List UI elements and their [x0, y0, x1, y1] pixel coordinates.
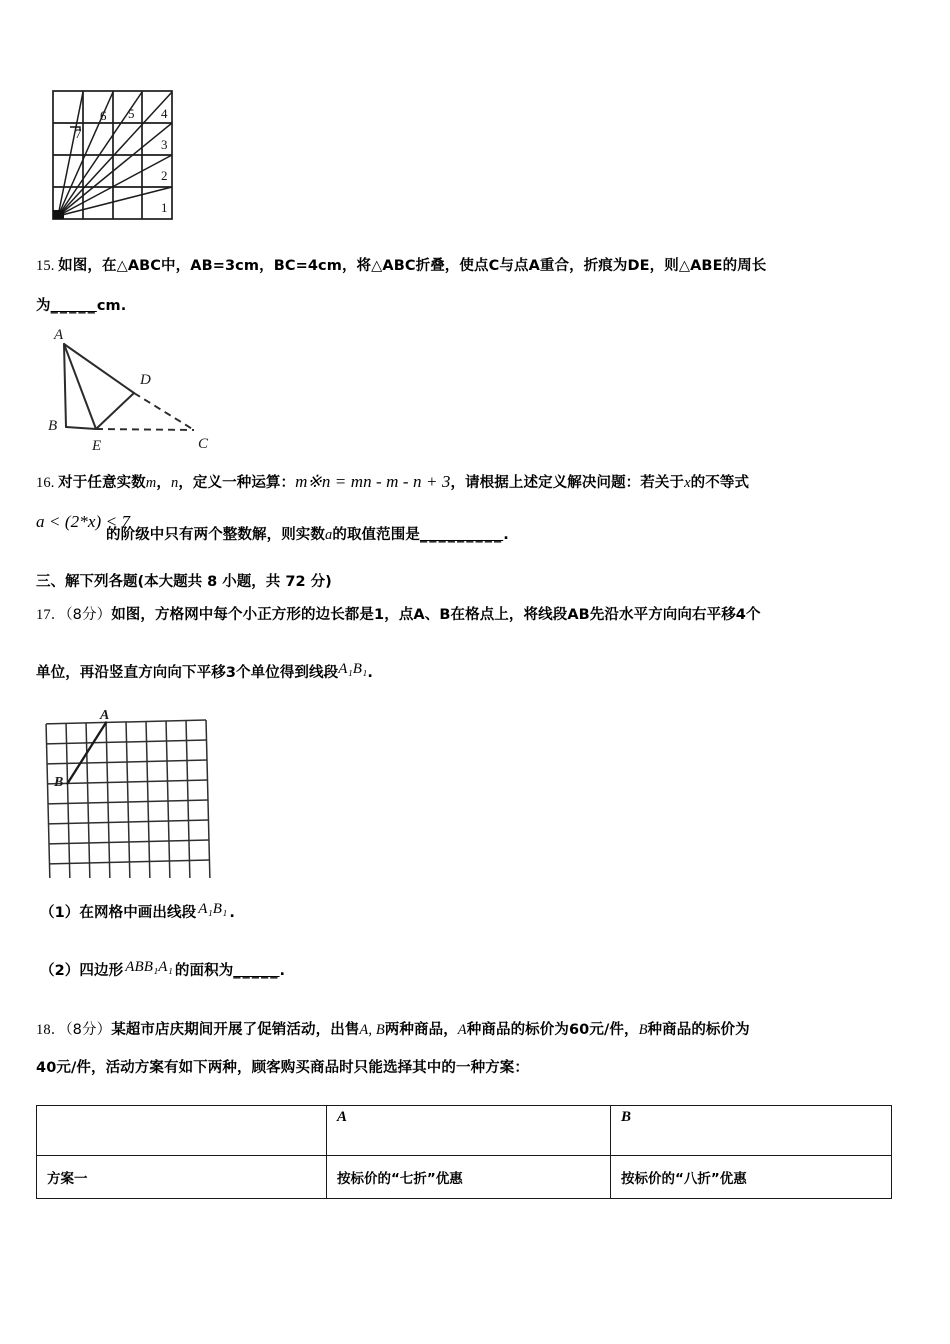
- section-3-heading: 三、解下列各题(本大题共 8 小题，共 72 分): [36, 574, 332, 590]
- q17-sub2-answer-blank[interactable]: _____: [233, 963, 280, 979]
- promotion-plan-table: [36, 1105, 892, 1199]
- ray-label-5: 5: [128, 106, 135, 121]
- table-header-row: [37, 1106, 892, 1156]
- ray-label-2: 2: [161, 168, 168, 183]
- figure-lattice-grid-segment-ab: [44, 706, 216, 878]
- header-cell-b: B: [611, 1106, 892, 1156]
- q17-number: 17．: [36, 607, 66, 623]
- q17-line-2: 单位，再沿竖直方向向下平移3个单位得到线段A₁B₁.: [36, 661, 373, 681]
- ray-label-1: 1: [161, 200, 168, 215]
- q16-line-2b: 的阶级中只有两个整数解，则实数a的取值范围是_________.: [106, 527, 509, 543]
- table-row: [37, 1156, 892, 1199]
- figure-angle-counting-grid: [50, 86, 176, 224]
- q17-segment-a1b1: A₁B₁: [338, 661, 368, 677]
- triangle-label-e: E: [92, 438, 102, 454]
- triangle-label-d: D: [140, 372, 151, 388]
- lattice-label-b: B: [54, 775, 64, 790]
- q17-score: （8分）: [65, 607, 112, 623]
- cell-plan-name: 方案一: [37, 1156, 327, 1199]
- q15-line-1: 15. 如图，在△ABC中，AB=3cm，BC=4cm，将△ABC折叠，使点C与点A重合，折痕为DE，则△ABE的周长: [36, 258, 767, 274]
- header-cell-blank: [37, 1106, 327, 1156]
- triangle-label-b: B: [48, 418, 58, 434]
- q15-answer-blank[interactable]: _____: [50, 298, 97, 314]
- q17-sub-2: （2）四边形 ABB₁A₁ 的面积为_____.: [40, 959, 286, 979]
- q18-line-1: 18．（8分）某超市店庆期间开展了促销活动，出售A, B两种商品，A种商品的标价为60元/件，B种商品的标价为: [36, 1022, 750, 1038]
- ray-label-3: 3: [161, 137, 168, 152]
- lattice-label-a: A: [100, 708, 110, 723]
- q15-line-2: 为_____cm.: [36, 298, 127, 314]
- q17-sub-1: （1）在网格中画出线段 A₁B₁ .: [40, 901, 235, 921]
- triangle-label-a: A: [54, 327, 64, 343]
- q16-line-1: 16. 对于任意实数m，n，定义一种运算：m※n = mn - m - n + 3，请根据上述定义解决问题：若关于x的不等式: [36, 472, 750, 491]
- q16-inequality: a < (2*x) < 7: [36, 512, 131, 531]
- figure-triangle-abc-fold: [42, 326, 222, 456]
- q17-line-1: 17．（8分）如图，方格网中每个小正方形的边长都是1，点A、B在格点上，将线段AB先沿水平方向向右平移4个: [36, 607, 761, 623]
- q18-score: （8分）: [65, 1022, 112, 1038]
- q16-operation-definition: m※n = mn - m - n + 3: [295, 472, 451, 491]
- cell-plan-b-value: 按标价的“八折”优惠: [611, 1156, 892, 1199]
- q18-number: 18．: [36, 1022, 66, 1038]
- ray-label-4: 4: [161, 106, 168, 121]
- header-cell-a: A: [327, 1106, 611, 1156]
- triangle-label-c: C: [198, 436, 209, 452]
- q16-number: 16.: [36, 475, 55, 491]
- q16-answer-blank[interactable]: _________: [419, 527, 504, 543]
- q17-sub2-quad: ABB₁A₁: [125, 959, 173, 975]
- q15-number: 15.: [36, 258, 55, 274]
- q17-sub1-segment: A₁B₁: [198, 901, 228, 917]
- q18-line-2: 40元/件，活动方案有如下两种，顾客购买商品时只能选择其中的一种方案：: [36, 1060, 529, 1076]
- cell-plan-a-value: 按标价的“七折”优惠: [327, 1156, 611, 1199]
- ray-label-7: 7: [75, 126, 82, 141]
- ray-label-6: 6: [100, 108, 107, 123]
